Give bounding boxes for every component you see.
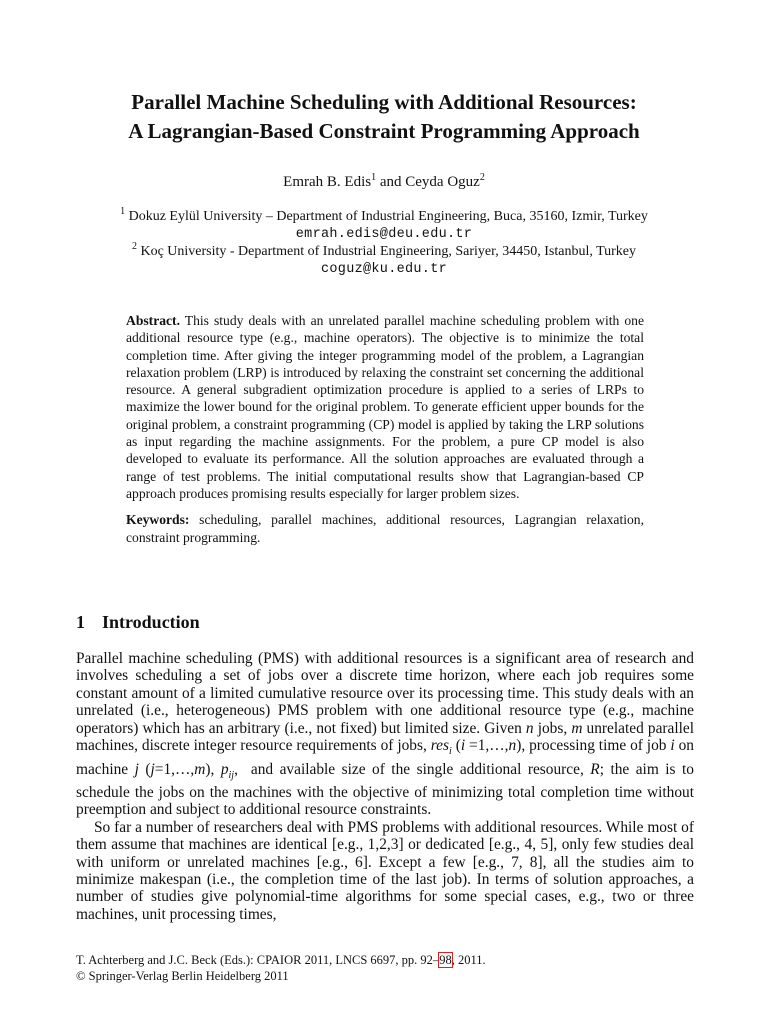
var-i-1: i	[460, 737, 466, 755]
p1-text-f: ), processing time of job	[516, 737, 671, 755]
author-2: Ceyda Oguz	[405, 174, 480, 190]
var-m: m	[571, 719, 583, 737]
keywords-label: Keywords:	[126, 512, 190, 528]
author-list	[40, 174, 728, 191]
author-conjunction: and	[376, 174, 406, 190]
var-res: res	[430, 737, 449, 755]
p1-text-o: , and available size of the single additional resource,	[234, 760, 591, 778]
p1-text-a: Parallel machine scheduling (PMS) with additional resources is a significant area of research and involves scheduling a set of jobs over a discrete time horizon, where each job requires some constant amount of a limited cumulative resource over its processing time. This study deals with an unrelated (i.e., heterogeneous) PMS problem with one additional resource type (e.g., machine operators) which has an arbitrary (i.e., not fixed) but limited size. Given	[76, 650, 694, 737]
p1-text-g: on machine	[76, 737, 694, 778]
intro-paragraph-2: So far a number of researchers deal with PMS problems with additional resources. While most of them assume that machines are identical [e.g., 1,2,3] or dedicated [e.g., 4, 5], only few studies deal with uniform or unrelated machines [e.g., 6]. Except a few [e.g., 7, 8], all the studies aim to minimize makespan (i.e., the completion time of the last job). In terms of solution approaches, a number of studies give polynomial-time algorithms for some special cases, e.g., two or three machines, unit processing times,	[76, 818, 694, 923]
citation-year: , 2011.	[451, 953, 486, 967]
section-title: Introduction	[102, 612, 200, 632]
affiliation-1-number: 1	[120, 206, 126, 217]
end-page-link[interactable]: 98	[439, 953, 452, 967]
citation-text: T. Achterberg and J.C. Beck (Eds.): CPAIOR 2011, LNCS 6697, pp. 92–	[76, 953, 440, 967]
var-n: n	[525, 719, 534, 737]
author-1: Emrah B. Edis	[283, 174, 372, 190]
p1-text-l: ),	[205, 760, 221, 778]
p1-text-b: jobs,	[533, 719, 572, 737]
section-heading	[76, 612, 200, 633]
var-p: p	[220, 760, 229, 778]
var-j-2: j	[150, 760, 155, 778]
abstract-text: This study deals with an unrelated parallel machine scheduling problem with one additional resource type (e.g., machine operators). The objective is to minimize the total completion time. After giving the integer programming model of the problem, a Lagrangian relaxation problem (LRP) is introduced by relaxing the constraint set concerning the additional resource. A general subgradient optimization procedure is applied to a series of LRPs to maximize the lower bound for the original problem. To generate efficient upper bounds for the original problem, a constraint programming (CP) model is applied by taking the LRP solutions as input regarding the machine assignments. For the problem, a pure CP model is also developed to evaluate its performance. All the solution approaches are evaluated through a range of test problems. The initial computational results show that Lagrangian-based CP approach produces promising results especially for larger problem sizes.	[126, 313, 644, 501]
p1-text-q: ; the aim is to schedule the jobs on the machines with the objective of minimizing total completion time without preemption and subject to additional resource constraints.	[76, 760, 694, 819]
p1-text-c: unrelated parallel machines, discrete integer resource requirements of jobs,	[76, 719, 695, 755]
affiliation-2-number: 2	[131, 241, 137, 252]
affiliation-2-text: Koç University - Department of Industrial Engineering, Sariyer, 34450, Istanbul, Turkey	[136, 244, 637, 259]
var-j-1: j	[134, 760, 139, 778]
affiliation-1-email[interactable]: emrah.edis@deu.edu.tr	[295, 227, 473, 242]
page-footer	[76, 952, 486, 984]
title-line-2: A Lagrangian-Based Constraint Programming Approach	[128, 119, 640, 143]
p1-text-k: =1,…,	[154, 760, 195, 778]
keywords-text: scheduling, parallel machines, additional resources, Lagrangian relaxation, constraint programming.	[126, 512, 644, 545]
p1-text-d: (	[451, 737, 461, 755]
author-1-affiliation-mark: 1	[371, 172, 377, 183]
var-m-2: m	[194, 760, 206, 778]
affiliation-2-email[interactable]: coguz@ku.edu.tr	[320, 262, 448, 277]
citation-line	[76, 952, 486, 968]
affiliation-1	[40, 206, 728, 225]
section-number: 1	[76, 612, 85, 632]
intro-paragraph-1	[76, 650, 694, 819]
copyright-line: © Springer-Verlag Berlin Heidelberg 2011	[76, 969, 289, 983]
p1-text-h: (	[138, 760, 151, 778]
keywords-paragraph	[126, 511, 644, 546]
author-2-affiliation-mark: 2	[479, 172, 485, 183]
abstract-block	[126, 312, 644, 546]
abstract-paragraph	[126, 312, 644, 502]
var-n-2: n	[508, 737, 517, 755]
var-i-2: i	[670, 737, 675, 755]
var-R: R	[590, 760, 600, 778]
title-line-1: Parallel Machine Scheduling with Additional Resources:	[131, 90, 637, 114]
abstract-label: Abstract.	[126, 313, 180, 328]
affiliation-2	[40, 241, 728, 260]
body-text	[76, 650, 694, 923]
p1-text-e: =1,…,	[465, 737, 509, 755]
paper-title	[40, 88, 728, 146]
affiliation-1-text: Dokuz Eylül University – Department of Industrial Engineering, Buca, 35160, Izmir, Turkey	[125, 209, 648, 224]
var-res-subscript: i	[449, 746, 452, 758]
var-p-subscript: ij	[228, 769, 235, 781]
